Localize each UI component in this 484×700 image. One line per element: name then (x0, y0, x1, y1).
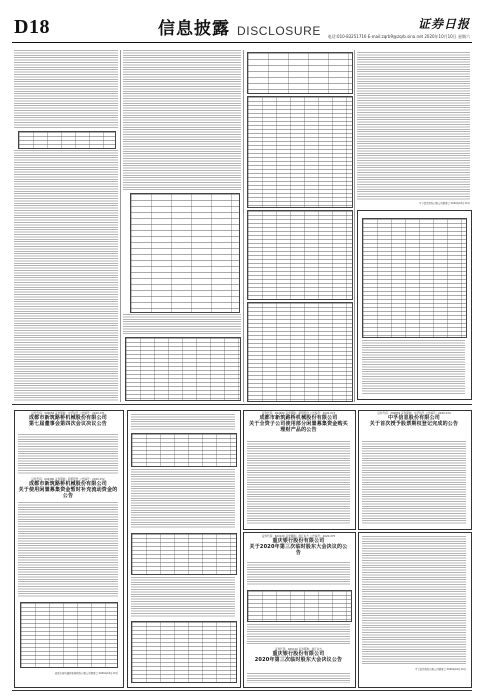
column-divider (120, 50, 121, 402)
signoff-upper-right: 中孚信息股份有限公司董事会 2020年10月10日 (418, 202, 470, 205)
text-column-1b (14, 150, 118, 402)
notice-body-center-top (131, 414, 235, 430)
page-number: D18 (14, 16, 50, 38)
data-table-12 (131, 621, 237, 683)
data-table-5 (247, 96, 353, 208)
notice-code-line: 证券代码：002480 证券简称：新筑股份 公告编号：2020-073 (261, 412, 336, 415)
data-table-1 (18, 131, 116, 149)
notice-header-bottom-sub (247, 648, 350, 663)
data-table-6 (247, 210, 353, 300)
notice-code-line: 证券代码：002480 证券简称：新筑股份 公告编号：2020-072 (31, 478, 105, 481)
text-column-2b (123, 314, 241, 334)
notice-header-right (362, 412, 466, 427)
notice-company: 成都市新筑路桥机械股份有限公司 (28, 481, 107, 488)
section-title: 信息披露 (158, 19, 230, 39)
notice-body-bottom-c (247, 673, 350, 683)
notice-title: 关于使用闲置募集资金暂时补充流动资金的公告 (18, 487, 118, 500)
column-divider (243, 50, 244, 402)
notice-title: 第七届董事会第四次会议决议公告 (28, 421, 107, 428)
notice-header-center (247, 412, 350, 433)
masthead-contact-line: 电话:010-83251716 E-mail:zqrb9@zqrb.sina.net 2020年10月10日 星期六 (327, 34, 470, 39)
text-column-4b (362, 340, 465, 394)
data-table-8 (362, 218, 467, 338)
column-divider (354, 50, 355, 402)
signoff-lower-right: 中孚信息股份有限公司董事会 2020年10月10日 (414, 668, 466, 671)
notice-body-center-low (131, 577, 235, 617)
data-table-2 (130, 193, 240, 313)
notice-body-center-mid (131, 469, 235, 529)
notice-body-bottom (247, 562, 350, 586)
data-table-13 (247, 590, 352, 622)
section-title-en: DISCLOSURE (237, 24, 322, 38)
notice-header-board (18, 412, 118, 427)
notice-company: 重庆银行股份有限公司 (272, 538, 325, 545)
notice-body-right (362, 441, 466, 525)
notice-title: 关于全资子公司使用部分闲置募集资金购买理财产品的公告 (249, 421, 348, 434)
notice-code-line: 证券代码：600120 证券简称：浙江东方 公告编号：2020-075 (261, 535, 336, 538)
data-table-4 (247, 52, 353, 94)
newspaper-logo: 证券日报 (418, 17, 471, 31)
text-column-4 (357, 52, 470, 200)
data-table-3 (125, 337, 241, 401)
data-table-10 (131, 433, 237, 467)
notice-title: 关于2020年第三次临时股东大会决议的公告 (249, 544, 348, 557)
notice-company: 重庆银行股份有限公司 (272, 651, 325, 658)
notice-company: 成都市新筑路桥机械股份有限公司 (28, 415, 107, 422)
data-table-7 (247, 302, 353, 402)
notice-body-use (18, 502, 118, 598)
notice-header-bottom (247, 535, 350, 556)
signoff-lower-left: 成都市新筑路桥机械股份有限公司董事会 2020年10月10日 (54, 672, 118, 675)
notice-code-line: 证券代码：300659 证券简称：中孚信息 公告编号：2020-074 (377, 412, 451, 415)
notice-code-line: 证券代码：300659 证券简称：中孚信息 公告编号：2020-071 (31, 412, 105, 415)
notice-header-use (18, 478, 118, 499)
notice-body-bottom-right (362, 536, 466, 664)
notice-company: 中孚信息股份有限公司 (387, 415, 440, 422)
text-column-2 (123, 50, 241, 190)
notice-body-board (18, 434, 118, 474)
section-divider (12, 404, 472, 405)
masthead (0, 0, 484, 46)
notice-title: 2020年第三次临时股东大会决议公告 (254, 657, 343, 664)
data-table-11 (131, 533, 237, 575)
footer-rule (12, 690, 472, 691)
notice-title: 关于首次授予股票期权登记完成的公告 (369, 421, 459, 428)
notice-body-center-right (247, 441, 350, 525)
data-table-9 (20, 602, 118, 668)
notice-body-bottom-b (247, 624, 350, 644)
notice-code-line: 证券代码：600120 证券简称：浙江东方 (274, 648, 323, 651)
masthead-rule (12, 42, 472, 43)
notice-company: 成都市新筑路桥机械股份有限公司 (259, 415, 338, 422)
text-column-1 (14, 50, 118, 128)
